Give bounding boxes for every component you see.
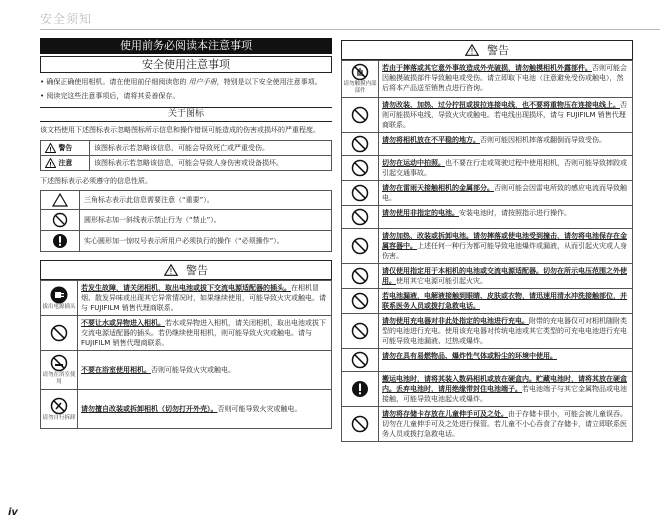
unplug-icon — [50, 286, 68, 304]
svg-text:!: ! — [49, 161, 52, 168]
warning-text: 请勿改装、加热、过分拧扭或拔拉连接电线，也不要将重物压在连接电线上。否则可能损坏电线，导致火灾或触电。若电线出现损坏，请与 FUJIFILM 销售代理商联系。 — [379, 98, 633, 133]
warning-triangle-icon — [465, 44, 479, 56]
triangle-icon — [52, 193, 68, 207]
warning-text: 搬运电池时，请将其装入数码相机或放在硬盒内。贮藏电池时，请将其放在硬盒内。丢弃电池时，请用绝缘带封住电池端子。若电池端子与其它金属物品或电池接触，可能导致电池起火或爆炸。 — [379, 372, 633, 407]
prohibition-icon — [351, 237, 369, 255]
header-divider — [40, 29, 660, 30]
symbols-intro: 下述图标表示必须遵守的信息性质。 — [40, 177, 152, 185]
table-row — [342, 314, 633, 349]
warning-text: 不要让水或异物进入相机。若水或异物进入相机，请关闭相机，取出电池或拔下交流电源适配器的插头。若仍继续使用相机，则可能导致火灾或触电。请与 FUJIFILM 销售代理商联系。 — [78, 316, 332, 351]
warning-text: 请勿在具有易燃物品、爆炸性气体或粉尘的环境中使用。 — [379, 349, 633, 372]
symbol-text: 圆形标志加一斜线表示禁止行为（“禁止”）。 — [80, 210, 332, 231]
warning-text: 若电池漏液，电解液接触到眼睛、皮肤或衣物，请迅速用清水冲洗接触部位，并联系医务人员或拨打急救电话。 — [379, 289, 633, 314]
warning-text: 请勿在雷雨天接触相机的金属部分。否则可能会因雷电所致的感应电流而导致触电。 — [379, 181, 633, 206]
table-row — [41, 141, 332, 156]
table-row — [342, 133, 633, 156]
subtitle: 安全使用注意事项 — [40, 56, 332, 73]
warning-text: 请勿加热、改装或拆卸电池。请勿摔落或使电池受到撞击，请勿将电池保存在金属容器中。上述任何一种行为都可能导致电池爆炸或漏液，从而引起火灾或人身伤害。 — [379, 229, 633, 264]
warning-text: 请勿将相机放在不平稳的地方。否则可能因相机摔落或翻倒而导致受伤。 — [379, 133, 633, 156]
prohibition-icon — [351, 351, 369, 369]
definition-text: 该图标表示若忽略该信息，可能会导致死亡或严重受伤。 — [90, 141, 332, 156]
page-number: iv — [8, 507, 18, 518]
no-disassemble-icon — [50, 397, 68, 415]
table-row — [41, 191, 332, 210]
warning-heading: ! 警告 — [40, 260, 332, 280]
mandatory-icon — [52, 233, 68, 249]
table-row — [342, 264, 633, 289]
warning-triangle-icon — [164, 264, 178, 276]
prohibition-icon — [351, 267, 369, 285]
prohibition-icon — [351, 159, 369, 177]
no-touch-icon — [351, 63, 369, 81]
table-row: 拔出电源插头 若发生故障，请关闭相机，取出电池或拔下交流电源适配器的插头。在相机冒烟、散发异味或出现其它异常情况时，如果继续使用，可能导致火灾或触电。请与 FUJIFILM 销售代理商联系。 — [41, 281, 332, 316]
bullet-item: • 阅读完这些注意事项后，请将其妥善保存。 — [40, 91, 180, 100]
warning-text: 若发生故障，请关闭相机，取出电池或拔下交流电源适配器的插头。在相机冒烟、散发异味或出现其它异常情况时，如果继续使用，可能导致火灾或触电。请与 FUJIFILM 销售代理商联系。 — [78, 281, 332, 316]
symbol-text: 三角标志表示此信息需要注意（“重要”）。 — [80, 191, 332, 210]
prohibition-icon — [351, 322, 369, 340]
warning-text: 切勿在运动中拍照。也不要在行走或驾驶过程中使用相机，否则可能导致摔跤或引起交通事故。 — [379, 156, 633, 181]
svg-text:!: ! — [470, 47, 474, 56]
table-row — [41, 210, 332, 231]
svg-text:!: ! — [49, 146, 52, 153]
table-row — [342, 229, 633, 264]
warning-text: 请勿将存储卡存放在儿童伸手可及之处。由于存储卡很小，可能会被儿童误吞。切勿在儿童伸手可及之处进行保管。若儿童不小心吞食了存储卡，请立即联系医务人员或拨打急救电话。 — [379, 407, 633, 442]
warning-heading: ! 警告 — [341, 40, 633, 60]
prohibition-icon — [351, 415, 369, 433]
section-header: 安全须知 — [40, 12, 93, 26]
warning-text: 不要在浴室使用相机。否则可能导致火灾或触电。 — [78, 351, 332, 390]
warning-label-cell: ! 警告 — [41, 141, 90, 156]
intro-bullets — [40, 77, 332, 101]
caution-label-cell: ! 注意 — [41, 156, 90, 171]
prohibition-icon — [351, 106, 369, 124]
svg-text:!: ! — [169, 267, 173, 276]
warning-text: 请勿擅自改装或拆卸相机（切勿打开外壳）。否则可能导致火灾或触电。 — [78, 390, 332, 429]
prohibition-icon — [351, 135, 369, 153]
symbols-table — [40, 190, 332, 252]
right-column — [341, 38, 633, 442]
prohibition-icon — [351, 292, 369, 310]
table-row — [342, 181, 633, 206]
left-column — [40, 38, 332, 429]
prohibition-icon — [351, 184, 369, 202]
icons-paragraph: 该文档使用下述图标表示忽略图标所示信息和操作错误可能造成的伤害或损坏的严重程度。 — [40, 126, 320, 134]
mandatory-icon — [351, 380, 369, 398]
table-row — [41, 156, 332, 171]
main-title: 使用前务必阅读本注意事项 — [40, 38, 332, 54]
table-row — [342, 98, 633, 133]
warning-text: 请仅使用指定用于本相机的电池或交流电源适配器。切勿在所示电压范围之外使用。使用其它电源可能引起火灾。 — [379, 264, 633, 289]
warning-text: 若由于摔落或其它意外事故造成外壳破损，请勿触摸相机外露部件。否则可能会因触摸破损部件导致触电或受伤。请立即取下电池（注意避免受伤或触电），然后将本产品送至销售点进行咨询。 — [379, 61, 633, 98]
warning-triangle-icon — [45, 143, 56, 153]
table-row: 请勿自行拆卸 请勿擅自改装或拆卸相机（切勿打开外壳）。否则可能导致火灾或触电。 — [41, 390, 332, 429]
warning-text: 请勿使用充电器对非此处指定的电池进行充电。附带的充电器仅可对相机随附类型的电池进行充电。使用该充电器对传统电池或其它类型的可充电电池进行充电可能导致电池漏液、过热或爆炸。 — [379, 314, 633, 349]
table-row: 请勿在浴室使用 不要在浴室使用相机。否则可能导致火灾或触电。 — [41, 351, 332, 390]
icons-heading: 关于图标 — [40, 107, 332, 122]
severity-table — [40, 140, 332, 171]
bullet-item: • 确保正确使用相机。请在使用前仔细阅读您的 用户手册，特别是以下安全使用注意事项。 — [40, 78, 322, 86]
table-row — [342, 289, 633, 314]
table-row: 请勿触摸内部部件 若由于摔落或其它意外事故造成外壳破损，请勿触摸相机外露部件。否则可能会因触摸破损部件导致触电或受伤。请立即取下电池（注意避免受伤或触电），然后将本产品送至销售点进行咨询。 — [342, 61, 633, 98]
caution-triangle-icon — [45, 158, 56, 168]
definition-text: 该图标表示若忽略该信息，可能会导致人身伤害或设备损坏。 — [90, 156, 332, 171]
warning-table — [341, 60, 633, 442]
table-row — [342, 372, 633, 407]
prohibition-icon — [52, 212, 68, 228]
table-row — [41, 316, 332, 351]
prohibition-icon — [50, 324, 68, 342]
no-bath-icon — [50, 354, 68, 372]
symbol-text: 实心圆形加一惊叹号表示所用户必须执行的操作（“必须操作”）。 — [80, 231, 332, 252]
table-row — [342, 407, 633, 442]
table-row — [342, 349, 633, 372]
table-row — [342, 206, 633, 229]
warning-table — [40, 280, 332, 429]
table-row — [342, 156, 633, 181]
prohibition-icon — [351, 208, 369, 226]
warning-text: 请勿使用非指定的电池。安装电池时，请按照指示进行操作。 — [379, 206, 633, 229]
table-row — [41, 231, 332, 252]
